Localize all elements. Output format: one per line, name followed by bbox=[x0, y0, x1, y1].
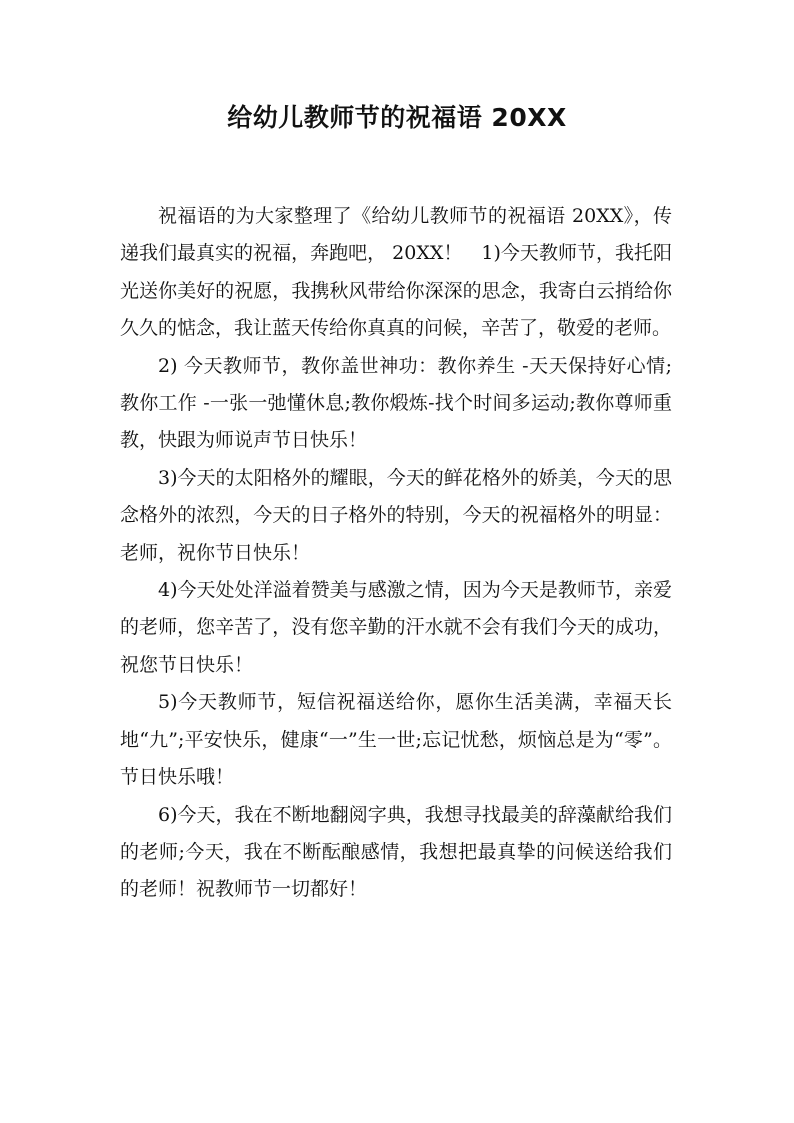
paragraph-intro: 祝福语的为大家整理了《给幼儿教师节的祝福语 20XX》，传递我们最真实的祝福，奔跑吧， 20XX！ 1)今天教师节，我托阳光送你美好的祝愿，我携秋风带给你深深的思念，我寄白云捎给你久久的惦念，我让蓝天传给你真真的问候，辛苦了，敬爱的老师。 bbox=[120, 205, 672, 340]
paragraph-4: 4)今天处处洋溢着赞美与感激之情，因为今天是教师节，亲爱的老师，您辛苦了，没有您辛勤的汗水就不会有我们今天的成功，祝您节日快乐！ bbox=[120, 579, 672, 676]
document-title: 给幼儿教师节的祝福语 20XX bbox=[227, 103, 567, 132]
paragraph-3: 3)今天的太阳格外的耀眼，今天的鲜花格外的娇美，今天的思念格外的浓烈，今天的日子格外的特别，今天的祝福格外的明显：老师，祝你节日快乐！ bbox=[120, 466, 672, 564]
paragraph-6: 6)今天，我在不断地翻阅字典，我想寻找最美的辞藻献给我们的老师;今天，我在不断酝酿感情，我想把最真挚的问候送给我们的老师！祝教师节一切都好！ bbox=[120, 803, 672, 901]
document-body bbox=[120, 198, 672, 909]
paragraph-5: 5)今天教师节，短信祝福送给你，愿你生活美满，幸福天长地“九”;平安快乐，健康“一”生一世;忘记忧愁，烦恼总是为“零”。节日快乐哦！ bbox=[120, 691, 672, 789]
paragraph-2: 2) 今天教师节，教你盖世神功：教你养生 -天天保持好心情;教你工作 -一张一弛懂休息;教你煅炼-找个时间多运动;教你尊师重教，快跟为师说声节日快乐！ bbox=[120, 354, 672, 452]
